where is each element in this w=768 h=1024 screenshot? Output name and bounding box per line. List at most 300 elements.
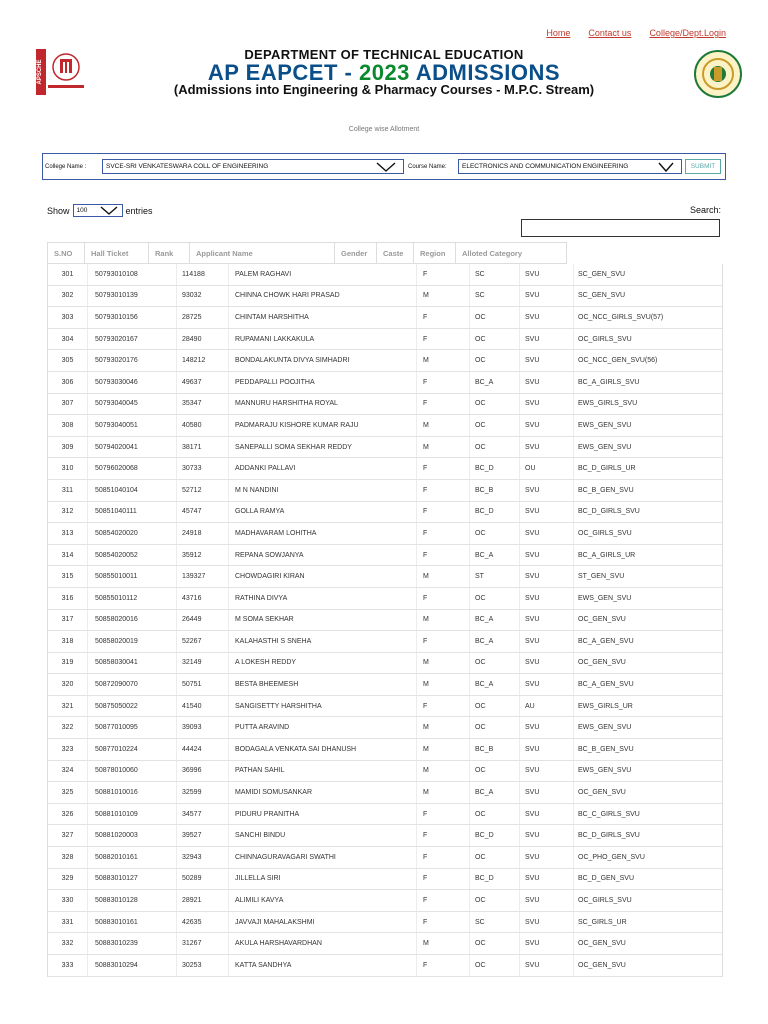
chevron-down-icon: [375, 161, 397, 173]
cell-caste: OC: [470, 523, 520, 544]
cell-alloted-category: ST_GEN_SVU: [578, 573, 625, 581]
table-row: [48, 717, 722, 739]
cell-caste: OC: [470, 955, 520, 976]
cell-region: SVU: [520, 955, 574, 976]
cell-sno: 315: [48, 566, 88, 587]
cell-hall-ticket: 50854020020: [88, 523, 177, 544]
search-label: Search:: [689, 205, 721, 215]
cell-rank: 148212: [177, 350, 229, 371]
cell-region: SVU: [520, 372, 574, 393]
cell-gender: M: [417, 415, 470, 436]
cell-region: SVU: [520, 804, 574, 825]
college-select-value: SVCE-SRI VENKATESWARA COLL OF ENGINEERING: [106, 163, 269, 170]
course-name-label: Course Name:: [408, 163, 447, 170]
table-row: [48, 631, 722, 653]
cell-gender: F: [417, 329, 470, 350]
table-row: [48, 372, 722, 394]
entries-label: entries: [125, 205, 153, 216]
cell-rank: 50751: [177, 674, 229, 695]
show-label: Show: [47, 205, 70, 216]
cell-hall-ticket: 50793040045: [88, 394, 177, 415]
cell-sno: 329: [48, 869, 88, 890]
cell-sno: 325: [48, 782, 88, 803]
cell-rank: 32943: [177, 847, 229, 868]
cell-rank: 32149: [177, 653, 229, 674]
cell-hall-ticket: 50883010127: [88, 869, 177, 890]
cell-region: SVU: [520, 890, 574, 911]
cell-applicant-name: JILLELLA SIRI: [229, 869, 417, 890]
cell-region: SVU: [520, 286, 574, 307]
cell-hall-ticket: 50877010224: [88, 739, 177, 760]
cell-rank: 93032: [177, 286, 229, 307]
cell-caste: SC: [470, 264, 520, 285]
cell-sno: 314: [48, 545, 88, 566]
cell-gender: F: [417, 588, 470, 609]
cell-alloted-category: BC_A_GIRLS_SVU: [578, 378, 640, 386]
cell-hall-ticket: 50851040111: [88, 502, 177, 523]
admissions-title-part2: ADMISSIONS: [409, 60, 561, 85]
cell-alloted-category: OC_GEN_SVU: [578, 616, 626, 624]
cell-hall-ticket: 50851040104: [88, 480, 177, 501]
cell-region: SVU: [520, 782, 574, 803]
table-row: [48, 264, 722, 286]
cell-applicant-name: REPANA SOWJANYA: [229, 545, 417, 566]
cell-rank: 43716: [177, 588, 229, 609]
course-select[interactable]: [458, 159, 682, 174]
cell-caste: OC: [470, 350, 520, 371]
cell-caste: OC: [470, 437, 520, 458]
ap-emblem-logo: [694, 50, 742, 98]
cell-gender: F: [417, 890, 470, 911]
cell-hall-ticket: 50883010294: [88, 955, 177, 976]
cell-region: SVU: [520, 717, 574, 738]
cell-caste: BC_A: [470, 631, 520, 652]
cell-applicant-name: ADDANKI PALLAVI: [229, 458, 417, 479]
cell-caste: BC_D: [470, 458, 520, 479]
cell-rank: 39093: [177, 717, 229, 738]
cell-applicant-name: PIDURU PRANITHA: [229, 804, 417, 825]
cell-caste: OC: [470, 890, 520, 911]
cell-gender: F: [417, 545, 470, 566]
cell-rank: 52267: [177, 631, 229, 652]
cell-gender: F: [417, 523, 470, 544]
top-nav: [546, 28, 726, 38]
cell-region: SVU: [520, 394, 574, 415]
cell-hall-ticket: 50854020052: [88, 545, 177, 566]
table-row: [48, 523, 722, 545]
cell-region: SVU: [520, 566, 574, 587]
cell-hall-ticket: 50878010060: [88, 761, 177, 782]
table-row: [48, 804, 722, 826]
cell-gender: F: [417, 307, 470, 328]
cell-alloted-category: EWS_GEN_SVU: [578, 767, 632, 775]
cell-region: SVU: [520, 847, 574, 868]
cell-caste: OC: [470, 696, 520, 717]
cell-applicant-name: M N NANDINI: [229, 480, 417, 501]
table-row: [48, 415, 722, 437]
cell-applicant-name: BODAGALA VENKATA SAI DHANUSH: [229, 739, 417, 760]
cell-hall-ticket: 50883010239: [88, 933, 177, 954]
cell-alloted-category: OC_GIRLS_SVU: [578, 335, 632, 343]
cell-applicant-name: RATHINA DIVYA: [229, 588, 417, 609]
cell-applicant-name: KALAHASTHI S SNEHA: [229, 631, 417, 652]
cell-gender: F: [417, 847, 470, 868]
cell-hall-ticket: 50882010161: [88, 847, 177, 868]
cell-caste: BC_A: [470, 674, 520, 695]
cell-alloted-category: OC_PHO_GEN_SVU: [578, 853, 645, 861]
cell-sno: 327: [48, 825, 88, 846]
cell-region: SVU: [520, 350, 574, 371]
cell-alloted-category: EWS_GIRLS_SVU: [578, 400, 638, 408]
table-row: [48, 458, 722, 480]
cell-region: SVU: [520, 825, 574, 846]
cell-gender: F: [417, 912, 470, 933]
cell-hall-ticket: 50875050022: [88, 696, 177, 717]
cell-rank: 28921: [177, 890, 229, 911]
home-link[interactable]: Home: [546, 28, 571, 38]
cell-region: SVU: [520, 588, 574, 609]
cell-sno: 303: [48, 307, 88, 328]
cell-hall-ticket: 50793020167: [88, 329, 177, 350]
cell-hall-ticket: 50793020176: [88, 350, 177, 371]
cell-region: SVU: [520, 631, 574, 652]
cell-alloted-category: BC_C_GIRLS_SVU: [578, 810, 640, 818]
cell-gender: F: [417, 696, 470, 717]
cell-sno: 306: [48, 372, 88, 393]
cell-hall-ticket: 50881010109: [88, 804, 177, 825]
cell-hall-ticket: 50858020016: [88, 610, 177, 631]
cell-gender: M: [417, 610, 470, 631]
cell-hall-ticket: 50793010156: [88, 307, 177, 328]
cell-rank: 45747: [177, 502, 229, 523]
cell-gender: F: [417, 631, 470, 652]
col-sno[interactable]: S.NO: [48, 243, 85, 263]
cell-region: SVU: [520, 415, 574, 436]
cell-caste: BC_A: [470, 610, 520, 631]
cell-applicant-name: AKULA HARSHAVARDHAN: [229, 933, 417, 954]
cell-sno: 305: [48, 350, 88, 371]
cell-hall-ticket: 50793010108: [88, 264, 177, 285]
cell-alloted-category: BC_D_GIRLS_SVU: [578, 832, 640, 840]
cell-applicant-name: SANCHI BINDU: [229, 825, 417, 846]
cell-applicant-name: PUTTA ARAVIND: [229, 717, 417, 738]
table-row: [48, 588, 722, 610]
cell-alloted-category: BC_B_GEN_SVU: [578, 486, 634, 494]
cell-caste: OC: [470, 847, 520, 868]
cell-gender: M: [417, 933, 470, 954]
cell-alloted-category: EWS_GEN_SVU: [578, 594, 632, 602]
cell-hall-ticket: 50872090070: [88, 674, 177, 695]
col-gender[interactable]: Gender: [335, 243, 377, 263]
cell-sno: 332: [48, 933, 88, 954]
cell-rank: 114188: [177, 264, 229, 285]
table-row: [48, 955, 722, 977]
col-hall-ticket[interactable]: Hall Ticket: [85, 243, 149, 263]
cell-applicant-name: BONDALAKUNTA DIVYA SIMHADRI: [229, 350, 417, 371]
cell-sno: 302: [48, 286, 88, 307]
cell-gender: M: [417, 717, 470, 738]
contact-link[interactable]: Contact us: [588, 28, 632, 38]
cell-rank: 36996: [177, 761, 229, 782]
cell-region: SVU: [520, 523, 574, 544]
cell-region: SVU: [520, 761, 574, 782]
cell-caste: BC_D: [470, 825, 520, 846]
cell-applicant-name: BESTA BHEEMESH: [229, 674, 417, 695]
table-row: [48, 329, 722, 351]
chevron-down-icon: [99, 205, 119, 216]
table-row: [48, 782, 722, 804]
table-row: [48, 610, 722, 632]
cell-rank: 34577: [177, 804, 229, 825]
cell-caste: OC: [470, 588, 520, 609]
cell-region: SVU: [520, 610, 574, 631]
cell-alloted-category: EWS_GEN_SVU: [578, 421, 632, 429]
table-row: [48, 739, 722, 761]
cell-hall-ticket: 50881020003: [88, 825, 177, 846]
cell-rank: 40580: [177, 415, 229, 436]
cell-sno: 318: [48, 631, 88, 652]
table-row: [48, 394, 722, 416]
cell-region: SVU: [520, 933, 574, 954]
cell-rank: 28490: [177, 329, 229, 350]
cell-applicant-name: JAVVAJI MAHALAKSHMI: [229, 912, 417, 933]
cell-gender: M: [417, 566, 470, 587]
cell-hall-ticket: 50855010112: [88, 588, 177, 609]
cell-gender: F: [417, 502, 470, 523]
cell-sno: 323: [48, 739, 88, 760]
cell-gender: M: [417, 286, 470, 307]
college-select[interactable]: [102, 159, 404, 174]
cell-applicant-name: MADHAVARAM LOHITHA: [229, 523, 417, 544]
cell-gender: F: [417, 264, 470, 285]
cell-applicant-name: A LOKESH REDDY: [229, 653, 417, 674]
allotment-table-body: [47, 264, 723, 977]
cell-caste: BC_A: [470, 372, 520, 393]
cell-hall-ticket: 50793040051: [88, 415, 177, 436]
table-row: [48, 502, 722, 524]
cell-caste: BC_B: [470, 480, 520, 501]
cell-rank: 24918: [177, 523, 229, 544]
cell-sno: 326: [48, 804, 88, 825]
cell-caste: OC: [470, 653, 520, 674]
cell-sno: 301: [48, 264, 88, 285]
cell-region: SVU: [520, 329, 574, 350]
cell-rank: 26449: [177, 610, 229, 631]
cell-applicant-name: CHINNA CHOWK HARI PRASAD: [229, 286, 417, 307]
cell-caste: OC: [470, 394, 520, 415]
table-row: [48, 653, 722, 675]
cell-applicant-name: M SOMA SEKHAR: [229, 610, 417, 631]
cell-caste: OC: [470, 329, 520, 350]
cell-alloted-category: BC_A_GEN_SVU: [578, 637, 634, 645]
cell-rank: 50289: [177, 869, 229, 890]
college-name-label: College Name :: [45, 163, 87, 170]
cell-rank: 28725: [177, 307, 229, 328]
cell-rank: 49637: [177, 372, 229, 393]
apsche-logo: [36, 49, 96, 95]
apsche-logo-text: APSCHE: [37, 59, 43, 85]
cell-alloted-category: BC_D_GEN_SVU: [578, 875, 635, 883]
cell-rank: 30733: [177, 458, 229, 479]
table-row: [48, 480, 722, 502]
course-select-value: ELECTRONICS AND COMMUNICATION ENGINEERING: [462, 163, 629, 170]
table-row: [48, 825, 722, 847]
cell-caste: SC: [470, 286, 520, 307]
cell-sno: 310: [48, 458, 88, 479]
col-caste[interactable]: Caste: [377, 243, 414, 263]
cell-alloted-category: BC_A_GIRLS_UR: [578, 551, 636, 559]
cell-region: SVU: [520, 264, 574, 285]
cell-alloted-category: SC_GEN_SVU: [578, 292, 626, 300]
cell-alloted-category: BC_B_GEN_SVU: [578, 745, 634, 753]
filter-bar: [42, 153, 726, 180]
cell-gender: M: [417, 739, 470, 760]
cell-sno: 322: [48, 717, 88, 738]
cell-gender: F: [417, 804, 470, 825]
cell-gender: M: [417, 653, 470, 674]
chevron-down-icon: [657, 161, 675, 173]
table-row: [48, 933, 722, 955]
cell-applicant-name: KATTA SANDHYA: [229, 955, 417, 976]
entries-select[interactable]: [73, 204, 123, 217]
cell-caste: OC: [470, 415, 520, 436]
cell-gender: F: [417, 458, 470, 479]
cell-applicant-name: PEDDAPALLI POOJITHA: [229, 372, 417, 393]
cell-hall-ticket: 50883010161: [88, 912, 177, 933]
cell-hall-ticket: 50858020019: [88, 631, 177, 652]
cell-gender: F: [417, 955, 470, 976]
cell-region: SVU: [520, 480, 574, 501]
entries-select-value: 100: [76, 207, 88, 214]
cell-applicant-name: GOLLA RAMYA: [229, 502, 417, 523]
cell-rank: 38171: [177, 437, 229, 458]
cell-gender: F: [417, 372, 470, 393]
table-row: [48, 847, 722, 869]
cell-sno: 311: [48, 480, 88, 501]
cell-alloted-category: BC_D_GIRLS_SVU: [578, 508, 640, 516]
cell-hall-ticket: 50793010139: [88, 286, 177, 307]
cell-hall-ticket: 50794020041: [88, 437, 177, 458]
cell-caste: OC: [470, 933, 520, 954]
cell-caste: OC: [470, 307, 520, 328]
table-row: [48, 761, 722, 783]
cell-sno: 319: [48, 653, 88, 674]
cell-alloted-category: SC_GIRLS_UR: [578, 918, 627, 926]
table-header: [47, 242, 567, 264]
cell-sno: 307: [48, 394, 88, 415]
cell-rank: 32599: [177, 782, 229, 803]
cell-sno: 308: [48, 415, 88, 436]
cell-alloted-category: EWS_GEN_SVU: [578, 724, 632, 732]
cell-caste: BC_A: [470, 545, 520, 566]
cell-caste: ST: [470, 566, 520, 587]
table-row: [48, 674, 722, 696]
cell-hall-ticket: 50877010095: [88, 717, 177, 738]
cell-region: SVU: [520, 674, 574, 695]
table-row: [48, 545, 722, 567]
cell-rank: 52712: [177, 480, 229, 501]
show-entries: [47, 204, 153, 217]
cell-alloted-category: OC_NCC_GIRLS_SVU(57): [578, 313, 664, 321]
cell-region: OU: [520, 458, 574, 479]
cell-sno: 324: [48, 761, 88, 782]
cell-alloted-category: OC_GEN_SVU: [578, 789, 626, 797]
cell-region: SVU: [520, 739, 574, 760]
cell-region: SVU: [520, 869, 574, 890]
table-row: [48, 912, 722, 934]
cell-caste: BC_A: [470, 782, 520, 803]
table-row: [48, 566, 722, 588]
table-row: [48, 869, 722, 891]
cell-alloted-category: BC_A_GEN_SVU: [578, 681, 634, 689]
cell-gender: M: [417, 437, 470, 458]
cell-sno: 312: [48, 502, 88, 523]
cell-region: SVU: [520, 437, 574, 458]
cell-applicant-name: CHINTAM HARSHITHA: [229, 307, 417, 328]
cell-alloted-category: BC_D_GIRLS_UR: [578, 465, 636, 473]
cell-hall-ticket: 50883010128: [88, 890, 177, 911]
cell-region: SVU: [520, 502, 574, 523]
cell-rank: 42635: [177, 912, 229, 933]
col-alloted-category[interactable]: Alloted Category: [462, 248, 523, 258]
cell-sno: 317: [48, 610, 88, 631]
cell-caste: BC_D: [470, 502, 520, 523]
cell-gender: F: [417, 869, 470, 890]
cell-alloted-category: SC_GEN_SVU: [578, 270, 626, 278]
cell-sno: 333: [48, 955, 88, 976]
cell-region: SVU: [520, 307, 574, 328]
cell-alloted-category: EWS_GIRLS_UR: [578, 702, 633, 710]
cell-region: SVU: [520, 912, 574, 933]
cell-alloted-category: OC_GEN_SVU: [578, 659, 626, 667]
cell-sno: 304: [48, 329, 88, 350]
cell-sno: 313: [48, 523, 88, 544]
cell-applicant-name: CHINNAGURAVAGARI SWATHI: [229, 847, 417, 868]
table-row: [48, 286, 722, 308]
cell-gender: M: [417, 674, 470, 695]
cell-gender: F: [417, 394, 470, 415]
admissions-year: 2023: [358, 60, 410, 85]
cell-gender: F: [417, 825, 470, 846]
cell-gender: M: [417, 350, 470, 371]
cell-applicant-name: SANEPALLI SOMA SEKHAR REDDY: [229, 437, 417, 458]
cell-sno: 328: [48, 847, 88, 868]
cell-rank: 41540: [177, 696, 229, 717]
cell-alloted-category: OC_GIRLS_SVU: [578, 529, 632, 537]
col-rank[interactable]: Rank: [149, 243, 190, 263]
cell-caste: BC_D: [470, 869, 520, 890]
cell-sno: 321: [48, 696, 88, 717]
col-applicant-name[interactable]: Applicant Name: [190, 243, 335, 263]
cell-applicant-name: ALIMILI KAVYA: [229, 890, 417, 911]
cell-rank: 35347: [177, 394, 229, 415]
col-region[interactable]: Region: [414, 243, 456, 263]
college-login-link[interactable]: College/Dept.Login: [649, 28, 726, 38]
cell-sno: 309: [48, 437, 88, 458]
admissions-title-part1: AP EAPCET -: [207, 60, 359, 85]
cell-alloted-category: OC_GIRLS_SVU: [578, 897, 632, 905]
cell-gender: M: [417, 761, 470, 782]
cell-hall-ticket: 50796020068: [88, 458, 177, 479]
cell-region: SVU: [520, 653, 574, 674]
cell-rank: 139327: [177, 566, 229, 587]
cell-rank: 44424: [177, 739, 229, 760]
table-row: [48, 350, 722, 372]
submit-button[interactable]: SUBMIT: [685, 159, 721, 174]
cell-alloted-category: OC_GEN_SVU: [578, 940, 626, 948]
cell-alloted-category: OC_NCC_GEN_SVU(56): [578, 357, 658, 365]
search-input[interactable]: [521, 219, 720, 237]
